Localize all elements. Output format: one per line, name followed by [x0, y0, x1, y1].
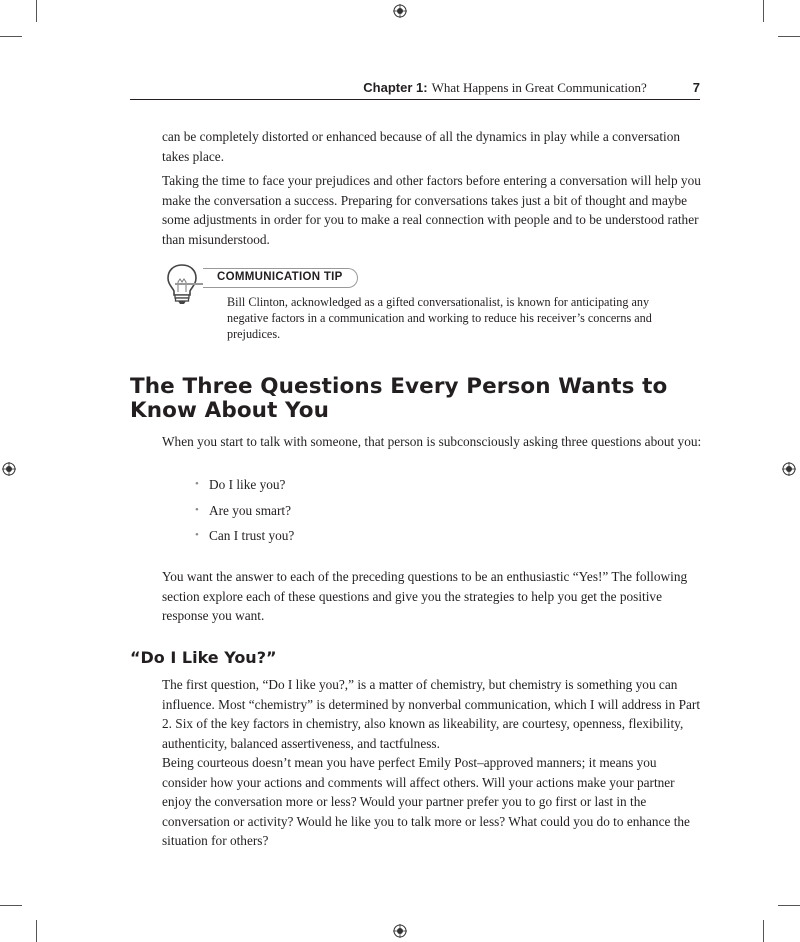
crop-mark	[778, 36, 800, 37]
crop-mark	[36, 0, 37, 22]
registration-mark-icon	[782, 462, 796, 476]
bullet-icon: •	[195, 503, 199, 516]
paragraph-2: Taking the time to face your prejudices and other factors before entering a conversation will help you make the conversation a success. Preparing for conversations takes just a bit of thought and maybe some adjustments in order for you to make a real connection with people and to be understood rather than misunderstood.	[162, 173, 701, 247]
crop-mark	[0, 905, 22, 906]
crop-mark	[763, 920, 764, 942]
lightbulb-icon	[165, 262, 199, 310]
bullet-icon: •	[195, 529, 199, 541]
chapter-label: Chapter 1:	[363, 80, 428, 95]
paragraph-5: The first question, “Do I like you?,” is a matter of chemistry, but chemistry is something you can influence. Most “chemistry” is determined by nonverbal communication, which I will address in Part 2. Six of the key factors in chemistry, also known as likeability, are courtesy, openness, flexibility, authenticity, balanced assertiveness, and tactfulness.	[162, 677, 701, 751]
communication-tip	[165, 262, 705, 352]
list-item-text: Do I like you?	[209, 477, 286, 492]
registration-mark-icon	[393, 924, 407, 938]
question-list	[195, 475, 294, 552]
tip-label: COMMUNICATION TIP	[217, 271, 343, 283]
list-item	[195, 526, 294, 552]
paragraph-6: Being courteous doesn’t mean you have perfect Emily Post–approved manners; it means you consider how your actions and comments will affect others. Will your actions make your partner enjoy the conversation more or less? Would your partner prefer you to go first or last in the conversation or activity? Would he like you to talk more or less? What could you do to enhance the situation for others?	[162, 755, 690, 848]
bullet-icon: •	[195, 478, 199, 490]
list-item-text: Are you smart?	[209, 502, 291, 518]
registration-mark-icon	[2, 462, 16, 476]
crop-mark	[763, 0, 764, 22]
section-heading: The Three Questions Every Person Wants to Know About You	[130, 374, 668, 423]
tip-text: Bill Clinton, acknowledged as a gifted conversationalist, is known for anticipating any negative factors in a communication and working to reduce his receiver’s concerns and prejudices.	[227, 295, 652, 341]
list-item-text: Can I trust you?	[209, 528, 295, 543]
paragraph-3: When you start to talk with someone, that person is subconsciously asking three questions about you:	[162, 434, 702, 449]
crop-mark	[778, 905, 800, 906]
page-number: 7	[692, 80, 700, 95]
tip-label-box	[203, 268, 358, 288]
crop-mark	[0, 36, 22, 37]
running-header	[130, 80, 700, 100]
chapter-title: What Happens in Great Communication?	[431, 80, 647, 95]
paragraph-4: You want the answer to each of the preceding questions to be an enthusiastic “Yes!” The following section explore each of these questions and give you the strategies to help you get the positive response you want.	[162, 569, 688, 623]
list-item	[195, 501, 294, 527]
paragraph-1: can be completely distorted or enhanced because of all the dynamics in play while a conversation takes place.	[162, 129, 681, 164]
tip-connector	[175, 283, 203, 285]
registration-mark-icon	[393, 4, 407, 18]
crop-mark	[36, 920, 37, 942]
subsection-heading: “Do I Like You?”	[130, 648, 277, 667]
list-item	[195, 475, 294, 501]
